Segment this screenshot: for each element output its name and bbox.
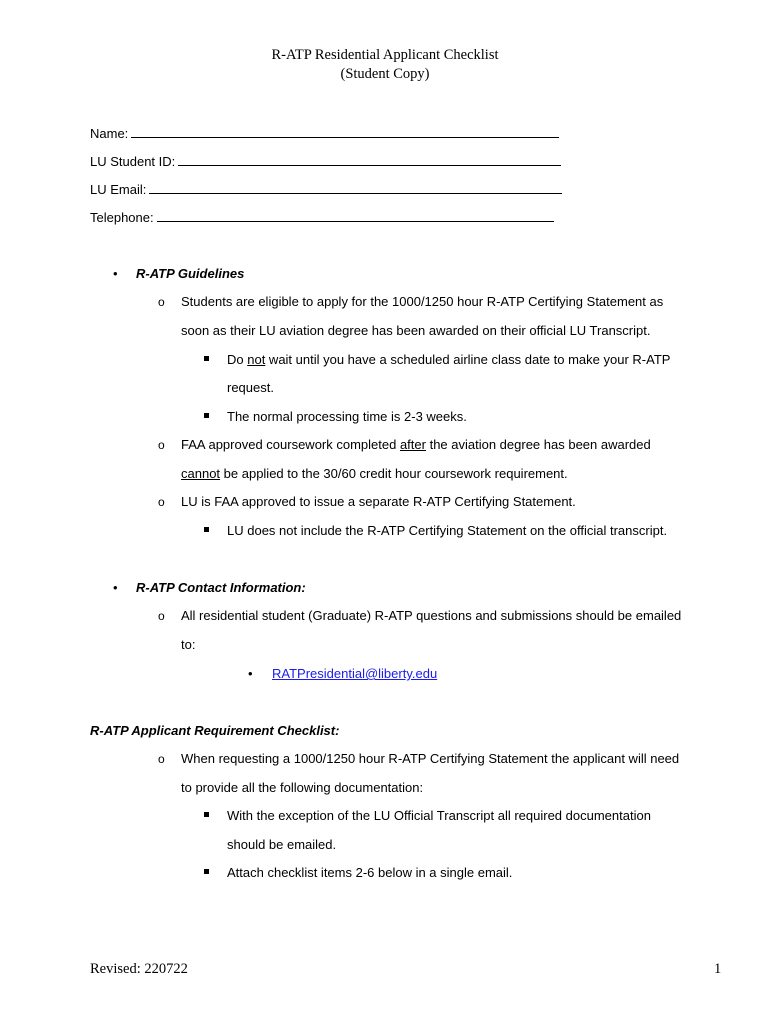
bullet-circle-icon: o: [158, 752, 165, 766]
bullet-square-icon: [204, 413, 209, 418]
bullet-circle-icon: o: [158, 295, 165, 309]
name-input-line[interactable]: [131, 124, 559, 138]
guidelines-item1-line2: soon as their LU aviation degree has been awarded on their official LU Transcript.: [181, 323, 651, 338]
bullet-circle-icon: o: [158, 438, 165, 452]
telephone-input-line[interactable]: [157, 208, 554, 222]
page-number: 1: [714, 961, 722, 977]
student-id-label: LU Student ID:: [90, 154, 176, 169]
guidelines-item1-line1: Students are eligible to apply for the 1000/1250 hour R-ATP Certifying Statement as: [181, 294, 664, 309]
bullet-square-icon: [204, 356, 209, 361]
requirements-item1-line2: to provide all the following documentation:: [181, 780, 424, 795]
name-label: Name:: [90, 126, 129, 141]
document-title: R-ATP Residential Applicant Checklist: [271, 47, 499, 63]
contact-heading: R-ATP Contact Information:: [136, 580, 306, 595]
guidelines-item2-line1: FAA approved coursework completed after the aviation degree has been awarded: [181, 437, 651, 452]
guidelines-item2-line2: cannot be applied to the 30/60 credit hour coursework requirement.: [181, 466, 568, 481]
document-subtitle: (Student Copy): [340, 66, 430, 82]
requirements-sub1-line2: should be emailed.: [227, 837, 337, 852]
bullet-square-icon: [204, 869, 209, 874]
bullet-circle-icon: o: [158, 609, 165, 623]
contact-email-link[interactable]: RATPresidential@liberty.edu: [272, 666, 438, 681]
guidelines-heading: R-ATP Guidelines: [136, 266, 245, 281]
email-label: LU Email:: [90, 182, 147, 197]
guidelines-sub2: The normal processing time is 2-3 weeks.: [227, 409, 467, 424]
guidelines-sub1-line2: request.: [227, 380, 274, 395]
contact-item1-line1: All residential student (Graduate) R-ATP questions and submissions should be emailed: [181, 608, 682, 623]
revised-date: Revised: 220722: [90, 961, 188, 977]
email-field: [90, 180, 562, 198]
name-field: [90, 124, 559, 142]
bullet-square-icon: [204, 812, 209, 817]
email-input-line[interactable]: [149, 180, 562, 194]
telephone-label: Telephone:: [90, 210, 154, 225]
bullet-dot-icon: •: [113, 266, 118, 281]
requirements-sub1-line1: With the exception of the LU Official Transcript all required documentation: [227, 808, 651, 823]
bullet-dot-icon: •: [248, 666, 253, 681]
guidelines-item3: LU is FAA approved to issue a separate R-ATP Certifying Statement.: [181, 494, 576, 509]
requirements-sub2: Attach checklist items 2-6 below in a single email.: [227, 865, 513, 880]
bullet-circle-icon: o: [158, 495, 165, 509]
requirements-heading: R-ATP Applicant Requirement Checklist:: [90, 723, 340, 738]
student-id-field: [90, 152, 561, 170]
requirements-item1-line1: When requesting a 1000/1250 hour R-ATP Certifying Statement the applicant will need: [181, 751, 680, 766]
bullet-square-icon: [204, 527, 209, 532]
contact-item1-line2: to:: [181, 637, 196, 652]
guidelines-sub1-line1: Do not wait until you have a scheduled airline class date to make your R-ATP: [227, 352, 671, 367]
bullet-dot-icon: •: [113, 580, 118, 595]
telephone-field: [90, 208, 554, 226]
guidelines-sub3: LU does not include the R-ATP Certifying Statement on the official transcript.: [227, 523, 668, 538]
student-id-input-line[interactable]: [178, 152, 561, 166]
